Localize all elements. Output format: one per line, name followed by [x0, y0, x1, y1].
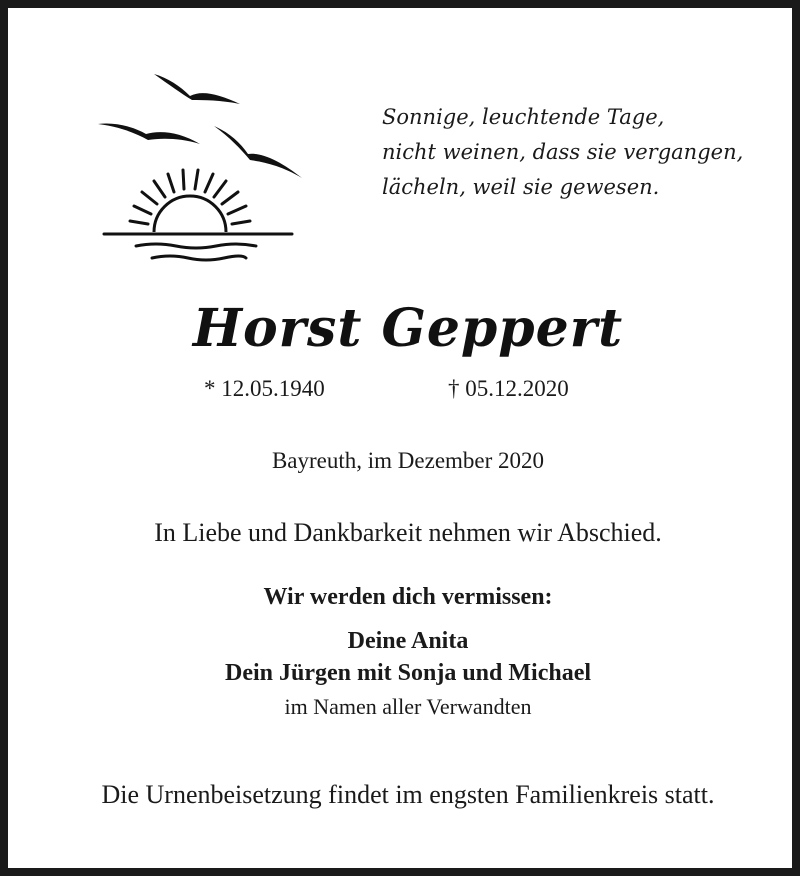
mourner-line-1: Deine Anita — [347, 628, 469, 654]
verse-line-1: Sonnige, leuchtende Tage, — [382, 105, 665, 129]
verse-line-2: nicht weinen, dass sie vergangen, — [382, 140, 744, 164]
mourners-heading: Wir werden dich vermissen: — [263, 584, 553, 610]
death-date: † 05.12.2020 — [448, 376, 569, 401]
mourner-line-2: Dein Jürgen mit Sonja und Michael — [224, 660, 592, 686]
burial-note: Die Urnenbeisetzung findet im engsten Familienkreis statt. — [101, 780, 715, 809]
seagulls-sunset-icon — [96, 66, 306, 266]
birth-date: * 12.05.1940 — [204, 376, 325, 401]
memorial-verse — [382, 100, 782, 205]
mourner-line-3: im Namen aller Verwandten — [284, 694, 532, 719]
verse-line-3: lächeln, weil sie gewesen. — [382, 175, 660, 199]
deceased-name: Horst Geppert — [192, 298, 624, 359]
farewell-text: In Liebe und Dankbarkeit nehmen wir Abschied. — [154, 518, 662, 547]
place-date: Bayreuth, im Dezember 2020 — [271, 448, 545, 473]
